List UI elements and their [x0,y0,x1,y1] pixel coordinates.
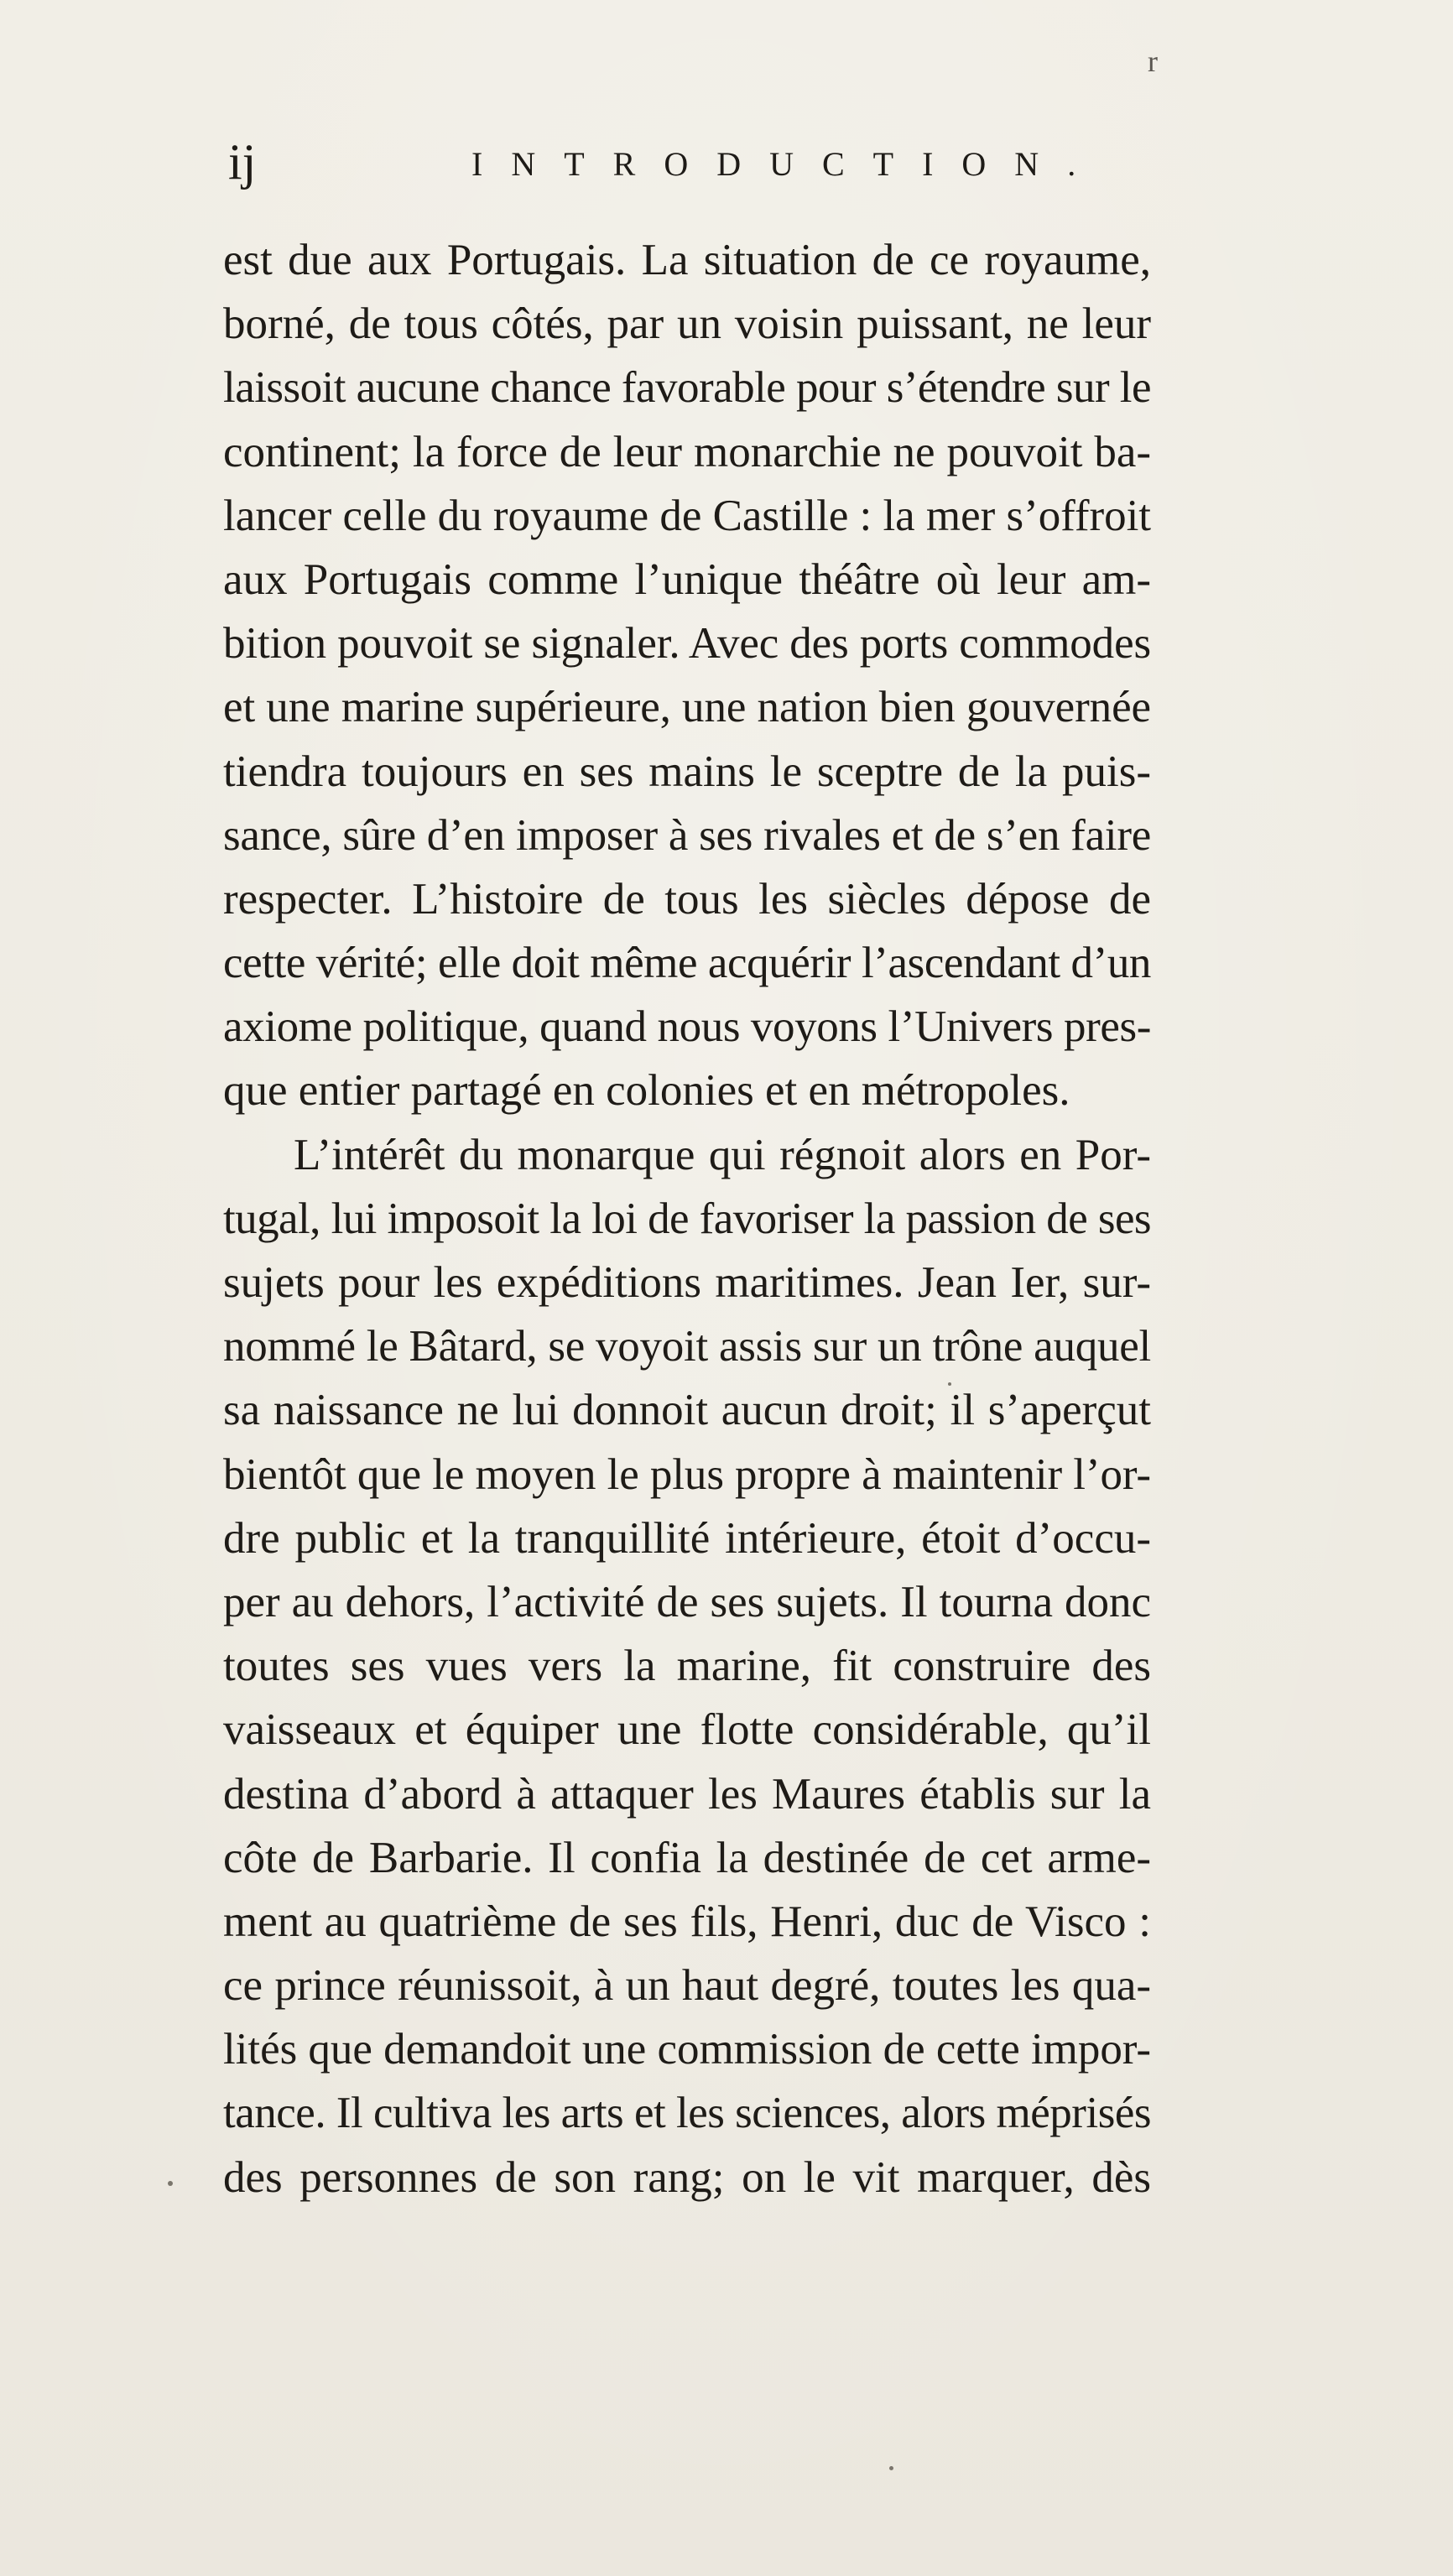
text-line: tugal, lui imposoit la loi de favoriser la passion de ses [223,1194,1151,1243]
text-line: cette vérité; elle doit même acquérir l’ascendant d’un [223,939,1151,988]
text-line: tance. Il cultiva les arts et les sciences, alors méprisés [223,2089,1151,2138]
text-line: respecter. L’histoire de tous les siècles dépose de [223,874,1151,924]
text-line: dre public et la tranquillité intérieure, étoit d’occu- [223,1513,1151,1563]
text-line: bientôt que le moyen le plus propre à maintenir l’or- [223,1449,1151,1499]
text-line: lités que demandoit une commission de cette impor- [223,2025,1151,2074]
text-line: laissoit aucune chance favorable pour s’étendre sur le [223,363,1151,413]
text-line: est due aux Portugais. La situation de ce royaume, [223,236,1151,284]
text-line: ce prince réunissoit, à un haut degré, toutes les qua- [223,1961,1151,2011]
text-line: per au dehors, l’activité de ses sujets. Il tourna donc [223,1577,1151,1626]
text-line: bition pouvoit se signaler. Avec des ports commodes [223,619,1151,669]
text-line: sujets pour les expéditions maritimes. Jean Ier, sur- [223,1258,1151,1307]
corner-mark: r [1148,44,1158,78]
text-line: aux Portugais comme l’unique théâtre où leur am- [223,554,1151,604]
text-line: sance, sûre d’en imposer à ses rivales et de s’en faire [223,810,1151,860]
page-header [220,133,1151,191]
text-line: que entier partagé en colonies et en métropoles. [223,1066,1070,1116]
body-text [223,228,1381,2209]
text-line: lancer celle du royaume de Castille : la mer s’offroit [223,491,1151,540]
text-line: toutes ses vues vers la marine, fit construire des [223,1642,1151,1691]
text-line: destina d’abord à attaquer les Maures établis sur la [223,1769,1151,1819]
paper-speck [889,2466,893,2470]
text-line: des personnes de son rang; on le vit marquer, dès [223,2152,1151,2202]
text-line: côte de Barbarie. Il confia la destinée de cet arme- [223,1833,1151,1882]
running-title: INTRODUCTION. [471,145,1105,183]
paper-speck [168,2181,173,2186]
paper-speck [948,1382,951,1386]
text-line: continent; la force de leur monarchie ne pouvoit ba- [223,427,1151,476]
text-line: sa naissance ne lui donnoit aucun droit; il s’aperçut [223,1386,1151,1435]
text-line: axiome politique, quand nous voyons l’Univers pres- [223,1002,1151,1052]
text-line: nommé le Bâtard, se voyoit assis sur un trône auquel [223,1322,1151,1371]
text-line: tiendra toujours en ses mains le sceptre de la puis- [223,747,1151,796]
text-line: vaisseaux et équiper une flotte considérable, qu’il [223,1705,1151,1755]
text-line: borné, de tous côtés, par un voisin puissant, ne leur [223,299,1151,349]
paragraph-start-line: L’intérêt du monarque qui régnoit alors en Por- [294,1130,1151,1179]
text-line: ment au quatrième de ses fils, Henri, duc de Visco : [223,1897,1151,1946]
text-line: et une marine supérieure, une nation bien gouvernée [223,683,1151,732]
folio: ij [228,134,257,190]
